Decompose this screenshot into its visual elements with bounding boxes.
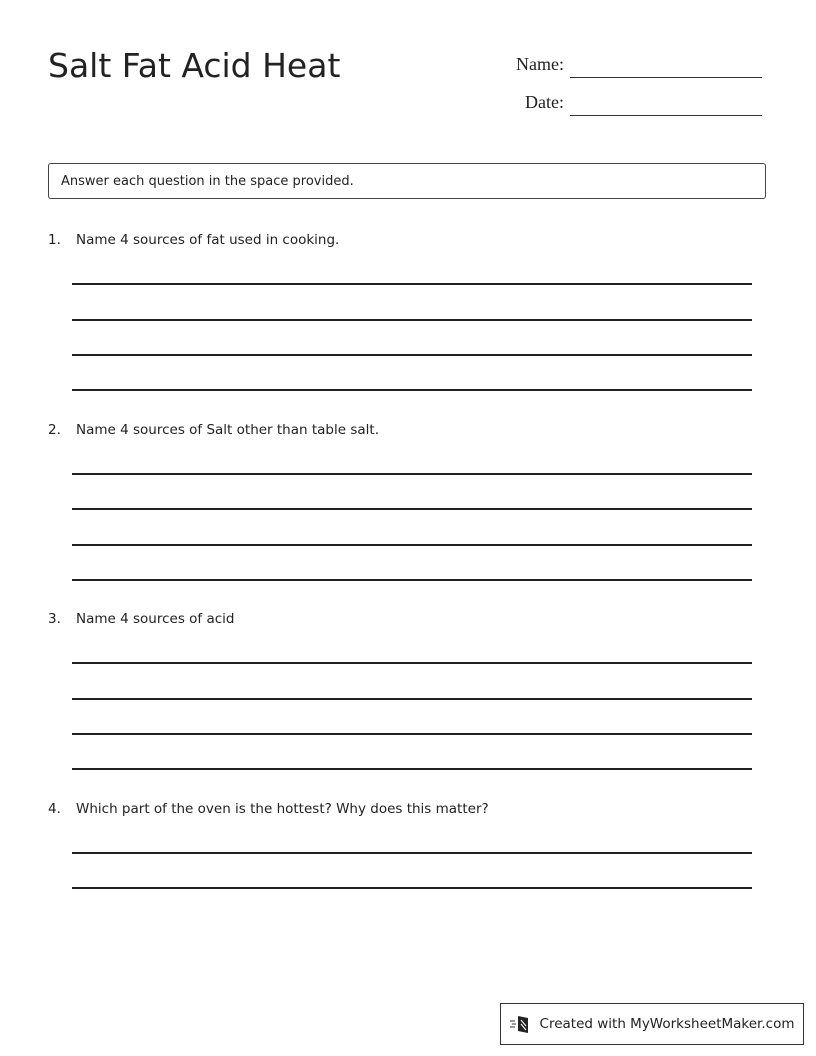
question-text: Name 4 sources of fat used in cooking.	[76, 232, 340, 248]
name-label: Name:	[516, 54, 564, 74]
page-title: Salt Fat Acid Heat	[48, 46, 341, 85]
answer-line[interactable]	[72, 508, 752, 510]
answer-line[interactable]	[72, 579, 752, 581]
answer-line[interactable]	[72, 389, 752, 391]
name-field-row	[504, 54, 762, 75]
footer-text: Created with MyWorksheetMaker.com	[539, 1016, 795, 1032]
answer-line[interactable]	[72, 887, 752, 889]
instructions-box	[48, 163, 766, 199]
question-2	[48, 422, 379, 438]
question-number: 3.	[48, 611, 61, 627]
answer-line[interactable]	[72, 733, 752, 735]
answer-line[interactable]	[72, 662, 752, 664]
footer-badge[interactable]	[500, 1003, 804, 1045]
question-number: 4.	[48, 801, 61, 817]
answer-line[interactable]	[72, 698, 752, 700]
date-label: Date:	[525, 92, 564, 112]
question-text: Name 4 sources of Salt other than table salt.	[76, 422, 379, 438]
date-field-row	[504, 92, 762, 113]
question-3	[48, 611, 234, 627]
answer-line[interactable]	[72, 768, 752, 770]
answer-line[interactable]	[72, 544, 752, 546]
answer-line[interactable]	[72, 473, 752, 475]
name-input-line[interactable]	[570, 76, 762, 78]
answer-line[interactable]	[72, 852, 752, 854]
question-number: 1.	[48, 232, 61, 248]
question-text: Name 4 sources of acid	[76, 611, 235, 627]
answer-line[interactable]	[72, 319, 752, 321]
question-text: Which part of the oven is the hottest? Why does this matter?	[76, 801, 489, 817]
answer-line[interactable]	[72, 354, 752, 356]
answer-line[interactable]	[72, 283, 752, 285]
worksheet-logo-icon	[510, 1014, 532, 1034]
question-1	[48, 232, 339, 248]
question-number: 2.	[48, 422, 61, 438]
instructions-text: Answer each question in the space provided.	[61, 173, 354, 189]
question-4	[48, 801, 489, 817]
date-input-line[interactable]	[570, 114, 762, 116]
